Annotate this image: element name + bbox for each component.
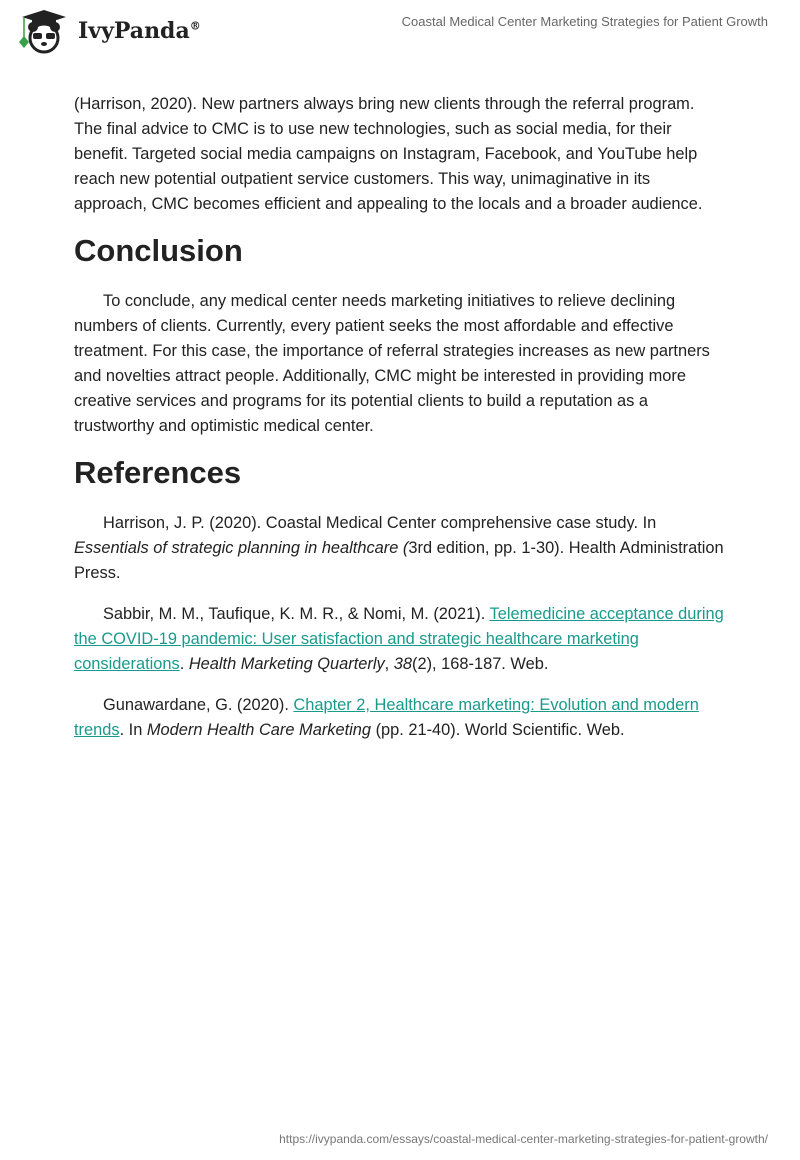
reference-item: Harrison, J. P. (2020). Coastal Medical Center comprehensive case study. In Essentials of strategic planning in healthcare (3rd edition, pp. 1-30). Health Administration Press. [74,514,724,582]
panda-logo-icon [16,8,72,54]
logo[interactable] [16,8,201,54]
conclusion-heading: Conclusion [74,233,243,268]
footer-url: https://ivypanda.com/essays/coastal-medical-center-marketing-strategies-for-patient-growth/ [279,1132,768,1146]
references-heading: References [74,455,242,490]
reference-item: Gunawardane, G. (2020). Chapter 2, Healthcare marketing: Evolution and modern trends. In Modern Health Care Marketing (pp. 21-40). World Scientific. Web. [74,696,699,739]
header [0,0,800,60]
reference-item: Sabbir, M. M., Taufique, K. M. R., & Nomi, M. (2021). Telemedicine acceptance during the COVID-19 pandemic: User satisfaction and strategic healthcare marketing considerations. Health Marketing Quarterly, 38(2), 168-187. Web. [74,605,724,673]
reference-link[interactable]: Telemedicine acceptance during the COVID-19 pandemic: User satisfaction and strategic healthcare marketing considerations [74,605,724,673]
conclusion-paragraph: To conclude, any medical center needs marketing initiatives to relieve declining numbers of clients. Currently, every patient seeks the most affordable and effective treatment. For this case, the importance of referral strategies increases as new partners and novelties attract people. Additionally, CMC might be interested in providing more creative services and programs for its potential clients to build a reputation as a trustworthy and optimistic medical center. [74,292,710,435]
document-title: Coastal Medical Center Marketing Strategies for Patient Growth [401,14,768,29]
essay-content [74,92,726,759]
logo-text: IvyPanda® [78,18,201,44]
reference-link[interactable]: Chapter 2, Healthcare marketing: Evolution and modern trends [74,696,699,739]
intro-paragraph: (Harrison, 2020). New partners always bring new clients through the referral program. The final advice to CMC is to use new technologies, such as social media, for their benefit. Targeted social media campaigns on Instagram, Facebook, and YouTube help reach new potential outpatient service customers. This way, unimaginative in its approach, CMC becomes efficient and appealing to the locals and a broader audience. [74,95,703,213]
